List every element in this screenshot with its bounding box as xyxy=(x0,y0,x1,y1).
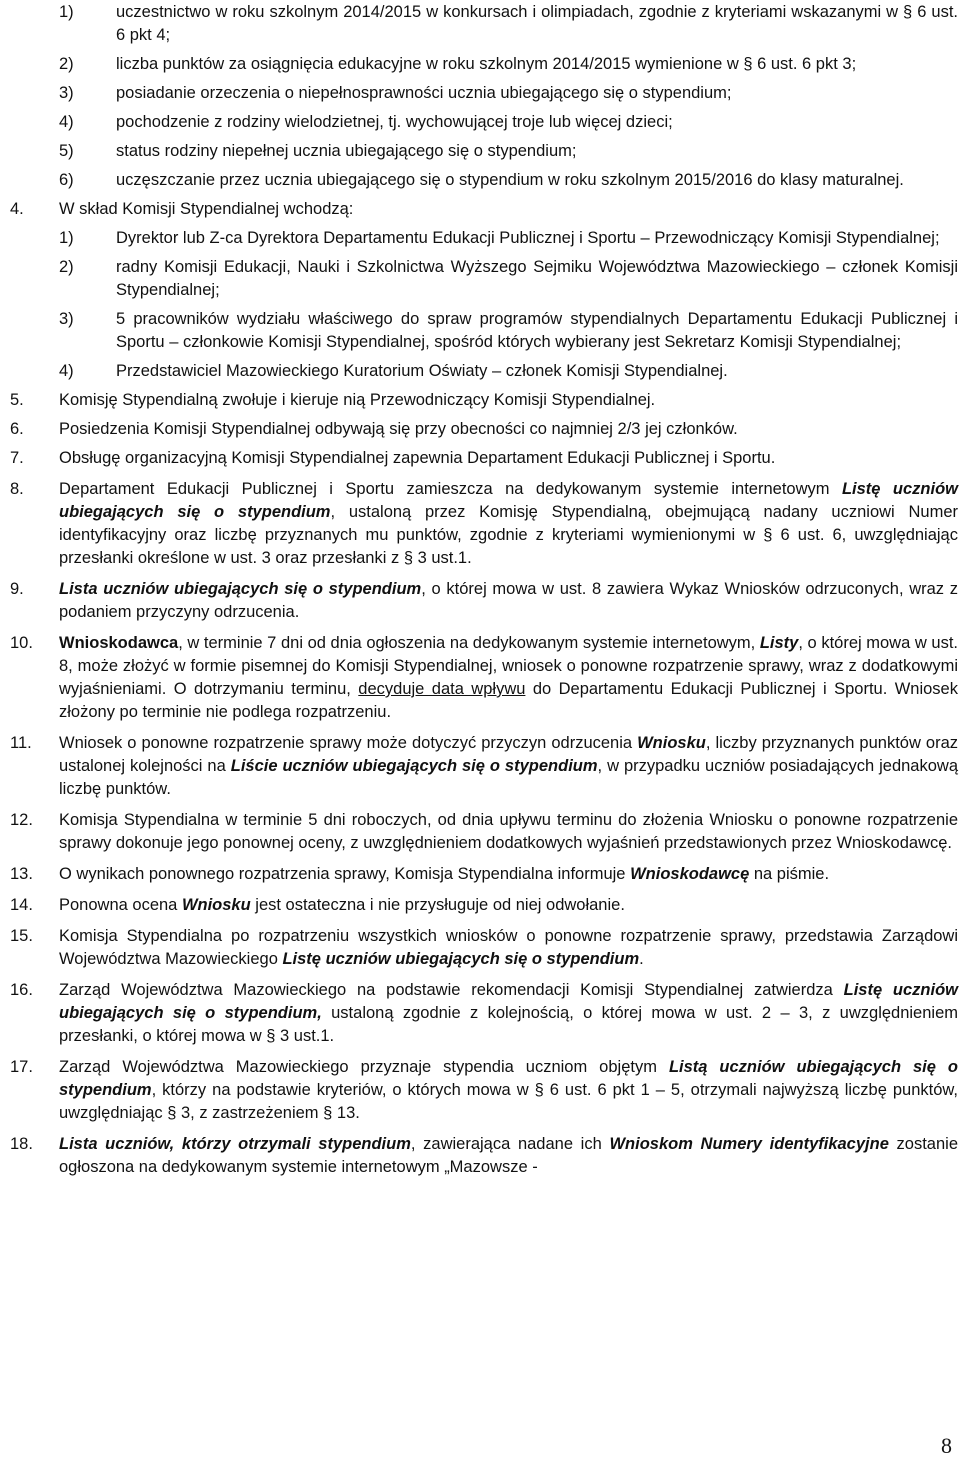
item-text: pochodzenie z rodziny wielodzietnej, tj. wychowującej troje lub więcej dzieci; xyxy=(116,113,673,131)
text-run: do Departamentu Edukacji Publicznej i Sportu. Wniosek złożony po terminie nie podlega rozpatrzeniu. xyxy=(59,680,958,721)
section-number: 18. xyxy=(10,1135,33,1153)
emphasis-applicant: Wnioskodawcę xyxy=(630,865,750,883)
section-text xyxy=(59,1133,958,1179)
text-run: , liczby przyznanych punktów oraz ustalonej kolejności na xyxy=(59,734,958,775)
text-run: , którzy na podstawie kryteriów, o których mowa w § 6 ust. 6 pkt 1 – 5, otrzymali najwyższą liczbę punktów, uwzględniając § 3, z zastrzeżeniem § 13. xyxy=(59,1081,958,1122)
text-run: , o której mowa w ust. 8 zawiera Wykaz Wniosków odrzuconych, wraz z podaniem przyczyny odrzucenia. xyxy=(59,580,958,621)
emphasis-list-name: Liście uczniów ubiegających się o stypendium xyxy=(230,757,598,775)
item-number: 3) xyxy=(59,84,74,102)
section-9 xyxy=(10,578,958,624)
section-number: 7. xyxy=(10,449,24,467)
text-run: zostanie ogłoszona na dedykowanym systemie internetowym „Mazowsze - xyxy=(59,1135,959,1176)
section-text xyxy=(59,863,958,886)
emphasis-list-name: Listę uczniów ubiegających się o stypendium xyxy=(59,480,958,521)
section-10 xyxy=(10,632,958,724)
list-item-criterion-4 xyxy=(10,111,958,134)
section-16 xyxy=(10,979,958,1048)
section-number: 17. xyxy=(10,1058,33,1076)
section-text: Obsługę organizacyjną Komisji Stypendialnej zapewnia Departament Edukacji Publicznej i Sportu. xyxy=(59,449,776,467)
emphasis-list: Listy xyxy=(759,634,799,652)
page-number: 8 xyxy=(941,1433,952,1458)
section-11 xyxy=(10,732,958,801)
section-number: 10. xyxy=(10,634,33,652)
list-item-member-2 xyxy=(10,256,958,302)
text-run: Departament Edukacji Publicznej i Sportu zamieszcza na dedykowanym systemie internetowym xyxy=(59,480,842,498)
list-item-criterion-2 xyxy=(10,53,958,76)
section-text: Komisja Stypendialna w terminie 5 dni roboczych, od dnia upływu terminu do złożenia Wniosku o ponowne rozpatrzenie sprawy dokonuje jego ponownej oceny, z uwzględnieniem dodatkowych wyjaśnień przedstawionych przez Wnioskodawcę. xyxy=(59,811,958,852)
section-number: 6. xyxy=(10,420,24,438)
item-text: posiadanie orzeczenia o niepełnosprawności ucznia ubiegającego się o stypendium; xyxy=(116,84,732,102)
emphasis-application: Wniosku xyxy=(637,734,706,752)
section-text xyxy=(59,578,958,624)
section-number: 5. xyxy=(10,391,24,409)
item-text: uczęszczanie przez ucznia ubiegającego się o stypendium w roku szkolnym 2015/2016 do klasy maturalnej. xyxy=(116,171,904,189)
item-number: 1) xyxy=(59,229,74,247)
item-text: radny Komisji Edukacji, Nauki i Szkolnictwa Wyższego Sejmiku Województwa Mazowieckiego – członek Komisji Stypendialnej; xyxy=(116,258,958,299)
text-run: Zarząd Województwa Mazowieckiego na podstawie rekomendacji Komisji Stypendialnej zatwierdza xyxy=(59,981,844,999)
list-item-criterion-5 xyxy=(10,140,958,163)
list-item-criterion-1 xyxy=(10,1,958,47)
section-8 xyxy=(10,478,958,570)
section-number: 15. xyxy=(10,927,33,945)
section-text xyxy=(59,894,958,917)
section-text: Komisję Stypendialną zwołuje i kieruje nią Przewodniczący Komisji Stypendialnej. xyxy=(59,391,656,409)
section-17 xyxy=(10,1056,958,1125)
list-item-member-4 xyxy=(10,360,958,383)
text-run: , zawierająca nadane ich xyxy=(410,1135,610,1153)
emphasis-list-name: Listę uczniów ubiegających się o stypendium xyxy=(282,950,640,968)
item-text: liczba punktów za osiągnięcia edukacyjne w roku szkolnym 2014/2015 wymienione w § 6 ust. 6 pkt 3; xyxy=(116,55,857,73)
text-run: Komisja Stypendialna po rozpatrzeniu wszystkich wniosków o ponowne rozpatrzenie sprawy, przedstawia Zarządowi Województwa Mazowieckiego xyxy=(59,927,958,968)
list-item-member-1 xyxy=(10,227,958,250)
emphasis-identifiers: Wnioskom Numery identyfikacyjne xyxy=(609,1135,889,1153)
item-number: 4) xyxy=(59,362,74,380)
section-4-heading xyxy=(10,198,958,221)
section-text: W skład Komisji Stypendialnej wchodzą: xyxy=(59,200,354,218)
item-number: 4) xyxy=(59,113,74,131)
item-text: Przedstawiciel Mazowieckiego Kuratorium Oświaty – członek Komisji Stypendialnej. xyxy=(116,362,728,380)
section-number: 16. xyxy=(10,981,33,999)
section-text xyxy=(59,632,958,724)
section-text xyxy=(59,732,958,801)
text-run: ustaloną zgodnie z kolejnością, o której mowa w ust. 2 – 3, z uwzględnieniem przesłanki, o której mowa w § 3 ust.1. xyxy=(59,1004,958,1045)
underlined-text: decyduje data wpływu xyxy=(358,680,526,698)
item-number: 2) xyxy=(59,55,74,73)
section-number: 11. xyxy=(10,734,32,752)
item-number: 1) xyxy=(59,3,74,21)
item-text: 5 pracowników wydziału właściwego do spraw programów stypendialnych Departamentu Edukacji Publicznej i Sportu – członkowie Komisji Stypendialnej, spośród których wybierany jest Sekretarz Komisji Stypendialnej; xyxy=(116,310,958,351)
section-text: Posiedzenia Komisji Stypendialnej odbywają się przy obecności co najmniej 2/3 jej członków. xyxy=(59,420,738,438)
section-12 xyxy=(10,809,958,855)
item-number: 6) xyxy=(59,171,74,189)
section-number: 8. xyxy=(10,480,24,498)
item-text: status rodziny niepełnej ucznia ubiegającego się o stypendium; xyxy=(116,142,577,160)
list-item-criterion-6 xyxy=(10,169,958,192)
text-run: jest ostateczna i nie przysługuje od niej odwołanie. xyxy=(250,896,625,914)
emphasis-applicant: Wnioskodawca xyxy=(59,634,179,652)
text-run: Zarząd Województwa Mazowieckiego przyznaje stypendia uczniom objętym xyxy=(59,1058,669,1076)
section-5 xyxy=(10,389,958,412)
section-number: 12. xyxy=(10,811,33,829)
list-item-criterion-3 xyxy=(10,82,958,105)
section-text xyxy=(59,1056,958,1125)
emphasis-list-name: Lista uczniów ubiegających się o stypendium xyxy=(59,580,422,598)
item-text: Dyrektor lub Z-ca Dyrektora Departamentu Edukacji Publicznej i Sportu – Przewodniczący Komisji Stypendialnej; xyxy=(116,229,940,247)
section-6 xyxy=(10,418,958,441)
section-number: 9. xyxy=(10,580,24,598)
list-item-member-3 xyxy=(10,308,958,354)
section-14 xyxy=(10,894,958,917)
item-number: 2) xyxy=(59,258,74,276)
text-run: Wniosek o ponowne rozpatrzenie sprawy może dotyczyć przyczyn odrzucenia xyxy=(59,734,638,752)
text-run: na piśmie. xyxy=(749,865,830,883)
section-18 xyxy=(10,1133,958,1179)
section-number: 13. xyxy=(10,865,33,883)
text-run: , o której mowa w ust. 8, może złożyć w formie pisemnej do Komisji Stypendialnej, wniosek o ponowne rozpatrzenie sprawy, wraz z dodatkowymi wyjaśnieniami. O dotrzymaniu terminu, xyxy=(59,634,958,698)
text-run: O wynikach ponownego rozpatrzenia sprawy, Komisja Stypendialna informuje xyxy=(59,865,631,883)
text-run: , ustaloną przez Komisję Stypendialną, obejmującą nadany uczniowi Numer identyfikacyjny oraz liczbę przyznanych mu punktów, zgodnie z kryteriami wymienionymi w § 6 ust. 6, uwzględniając przesłanki określone w ust. 3 oraz przesłanki z § 3 ust.1. xyxy=(59,503,958,567)
emphasis-application: Wniosku xyxy=(181,896,251,914)
section-text xyxy=(59,925,958,971)
text-run: Ponowna ocena xyxy=(59,896,182,914)
item-number: 5) xyxy=(59,142,74,160)
text-run: , w terminie 7 dni od dnia ogłoszenia na dedykowanym systemie internetowym, xyxy=(178,634,760,652)
item-number: 3) xyxy=(59,310,74,328)
emphasis-list-name: Listę uczniów ubiegających się o stypendium, xyxy=(59,981,959,1022)
section-15 xyxy=(10,925,958,971)
section-text xyxy=(59,979,958,1048)
emphasis-list-name: Lista uczniów, którzy otrzymali stypendium xyxy=(59,1135,411,1153)
emphasis-list-name: Listą uczniów ubiegających się o stypendium xyxy=(59,1058,958,1099)
document-page xyxy=(10,0,958,1179)
text-run: . xyxy=(639,950,644,968)
section-13 xyxy=(10,863,958,886)
section-number: 4. xyxy=(10,200,24,218)
section-7 xyxy=(10,447,958,470)
item-text: uczestnictwo w roku szkolnym 2014/2015 w konkursach i olimpiadach, zgodnie z kryteriami wskazanymi w § 6 ust. 6 pkt 4; xyxy=(116,3,958,44)
section-text xyxy=(59,478,958,570)
text-run: , w przypadku uczniów posiadających jednakową liczbę punktów. xyxy=(59,757,959,798)
section-number: 14. xyxy=(10,896,33,914)
